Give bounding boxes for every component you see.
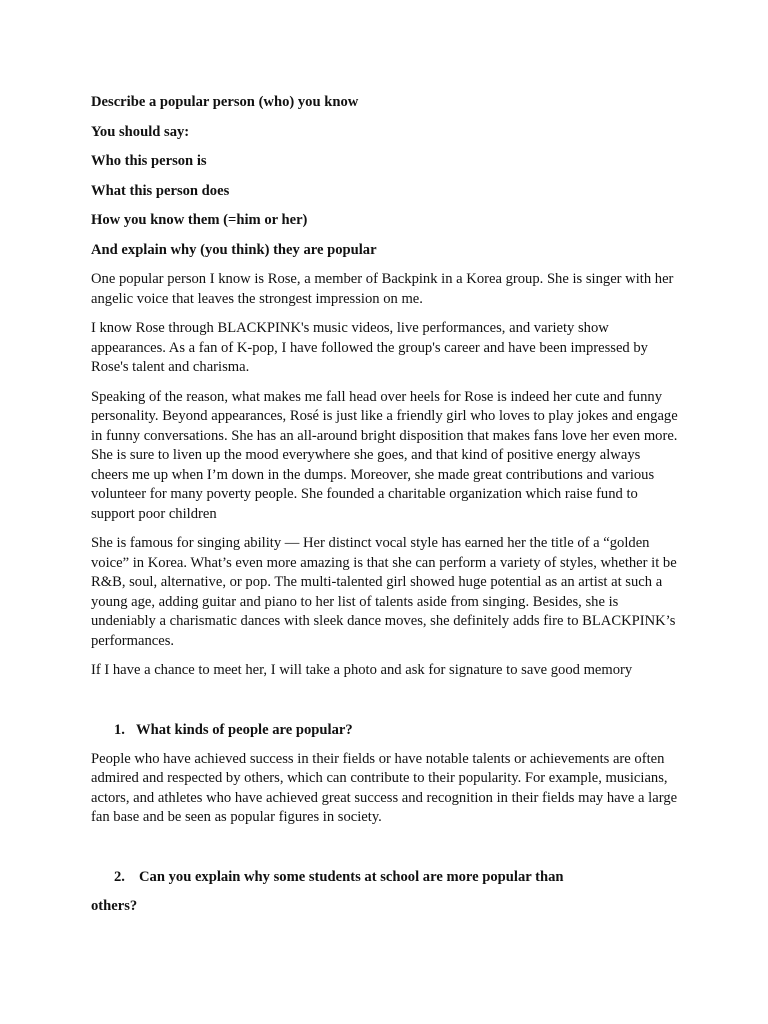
question-2	[91, 868, 681, 887]
question-text: What kinds of people are popular?	[136, 721, 353, 738]
question-text: Can you explain why some students at school are more popular than	[139, 868, 564, 885]
prompt-line: What this person does	[91, 182, 230, 199]
question-answer: People who have achieved success in their fields or have notable talents or achievements are often admired and respected by others, which can contribute to their popularity. For example, musicians, actors, and athletes who have achieved great success and recognition in their fields may have a large fan base and be seen as popular figures in society.	[91, 750, 678, 825]
prompt-title: Describe a popular person (who) you know	[91, 94, 359, 110]
prompt-line: Who this person is	[91, 153, 207, 169]
answer-paragraph: She is famous for singing ability — Her distinct vocal style has earned her the title of a “golden voice” in Korea. What’s even more amazing is that she can perform a variety of styles, whether it be R&B, soul, alternative, or pop. The multi-talented girl showed huge potential as an artist at such a young age, adding guitar and piano to her list of talents aside from singing. Besides, she is undeniably a charismatic dances with sleek dance moves, she definitely adds fire to BLACKPINK’s performances.	[91, 535, 677, 649]
section-spacer	[91, 838, 681, 868]
question-continuation: others?	[91, 897, 138, 914]
answer-paragraph: If I have a chance to meet her, I will take a photo and ask for signature to save good memory	[91, 662, 633, 678]
question-number: 1.	[114, 721, 125, 738]
answer-paragraph: Speaking of the reason, what makes me fall head over heels for Rose is indeed her cute and funny personality. Beyond appearances, Rosé is just like a friendly girl who loves to play jokes and engage in funny conversations. She has an all-around bright disposition that makes fans love her even more. She is sure to liven up the mood everywhere she goes, and that kind of positive energy always cheers me up when I’m down in the dumps. Moreover, she made great contributions and various volunteer for many poverty people. She founded a charitable organization which raise fund to support poor children	[91, 388, 678, 522]
prompt-line: And explain why (you think) they are popular	[91, 241, 377, 258]
answer-paragraph: I know Rose through BLACKPINK's music videos, live performances, and variety show appearances. As a fan of K-pop, I have followed the group's career and have been impressed by Rose's talent and charisma.	[91, 320, 648, 375]
document-page	[91, 93, 681, 916]
question-1	[91, 721, 681, 740]
question-number: 2.	[114, 868, 125, 885]
prompt-line: You should say:	[91, 123, 190, 140]
section-spacer	[91, 691, 681, 721]
prompt-line: How you know them (=him or her)	[91, 212, 308, 228]
answer-paragraph: One popular person I know is Rose, a member of Backpink in a Korea group. She is singer with her angelic voice that leaves the strongest impression on me.	[91, 271, 674, 307]
